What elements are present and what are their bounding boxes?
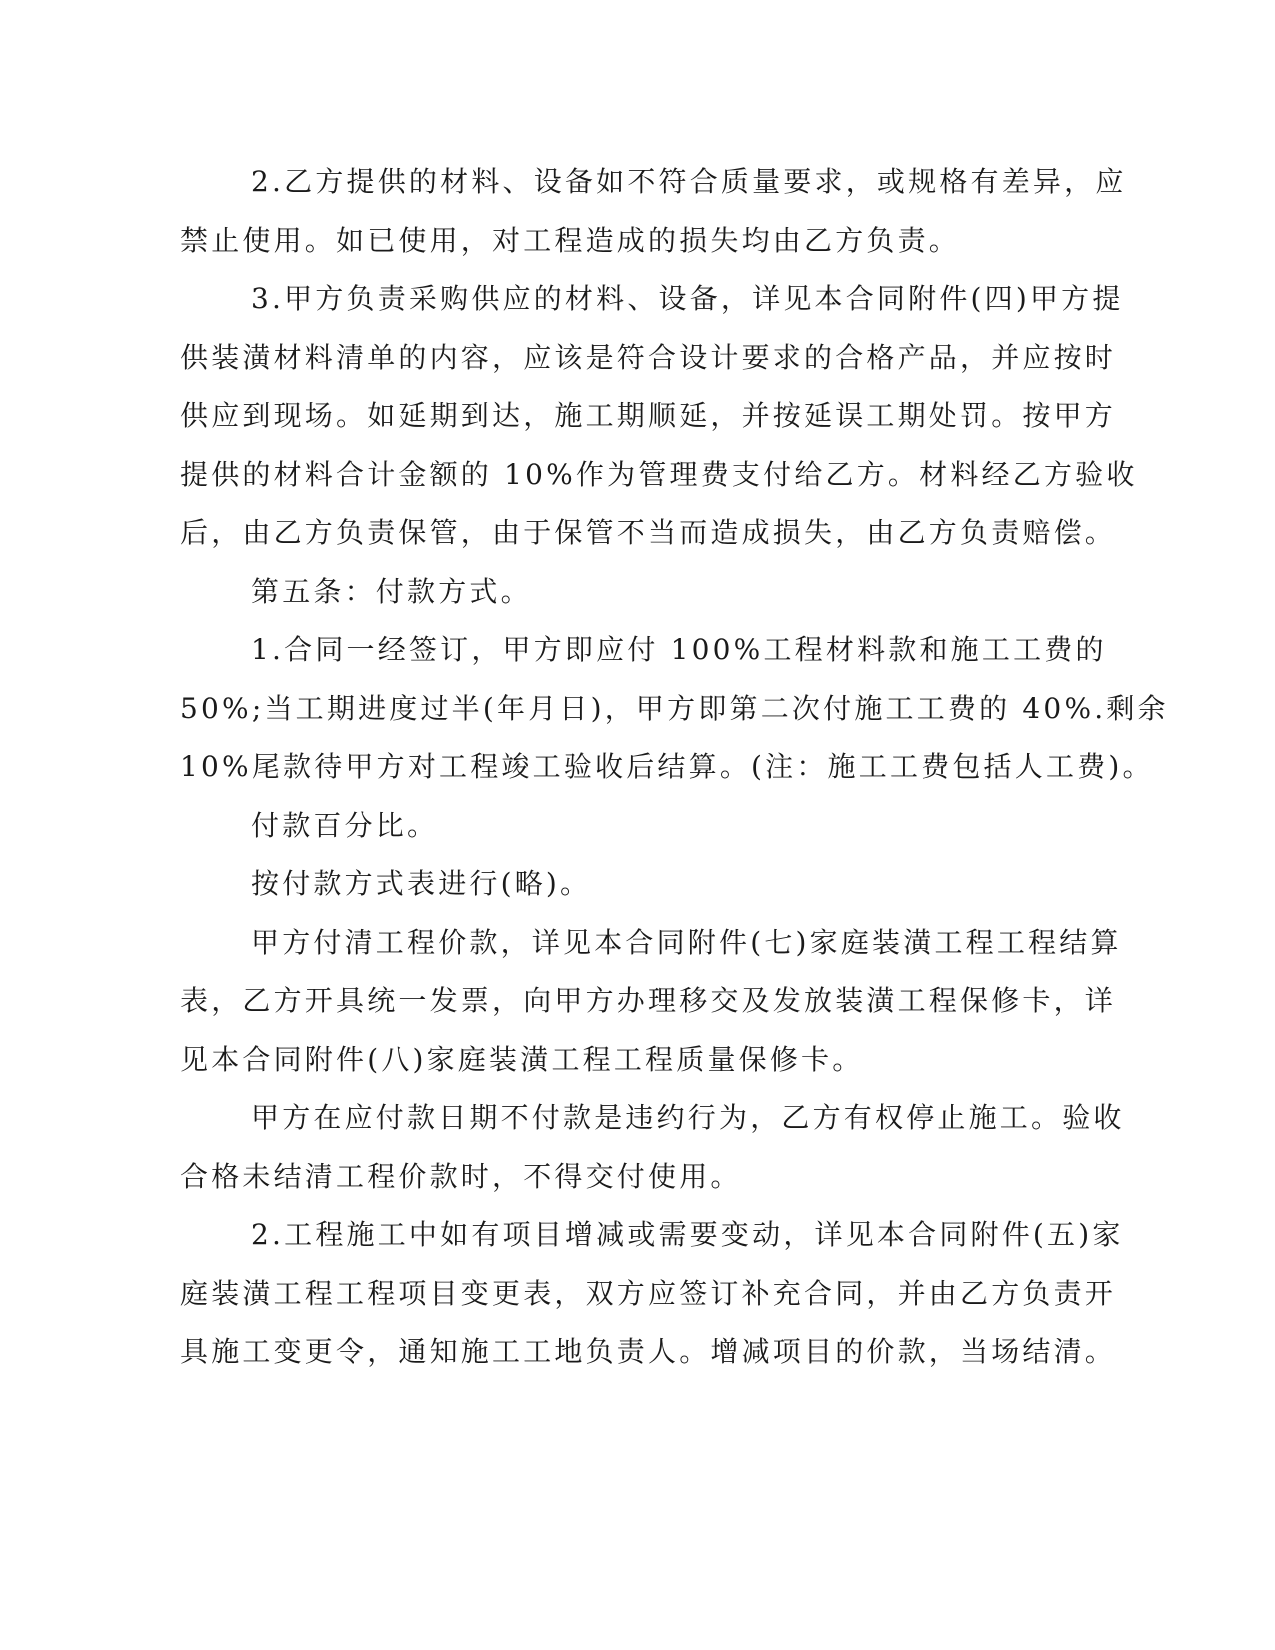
text-line: 禁止使用。如已使用，对工程造成的损失均由乙方负责。 <box>180 223 961 257</box>
text-line: 50%;当工期进度过半(年月日)，甲方即第二次付施工工费的 40%.剩余 <box>180 691 1169 725</box>
text-line: 2.乙方提供的材料、设备如不符合质量要求，或规格有差异，应 <box>251 165 1127 198</box>
text-line: 提供的材料合计金额的 10%作为管理费支付给乙方。材料经乙方验收 <box>180 457 1138 491</box>
text-line: 供装潢材料清单的内容，应该是符合设计要求的合格产品，并应按时 <box>180 340 1117 374</box>
text-line: 合格未结清工程价款时，不得交付使用。 <box>180 1159 742 1193</box>
text-line: 甲方付清工程价款，详见本合同附件(七)家庭装潢工程工程结算 <box>251 925 1122 959</box>
text-line: 甲方在应付款日期不付款是违约行为，乙方有权停止施工。验收 <box>251 1101 1125 1134</box>
text-line: 1.合同一经签订，甲方即应付 100%工程材料款和施工工费的 <box>251 633 1107 666</box>
text-line: 后，由乙方负责保管，由于保管不当而造成损失，由乙方负责赔偿。 <box>180 516 1117 549</box>
text-line: 表，乙方开具统一发票，向甲方办理移交及发放装潢工程保修卡，详 <box>180 984 1117 1017</box>
text-line: 按付款方式表进行(略)。 <box>251 867 592 900</box>
text-line: 庭装潢工程工程项目变更表，双方应签订补充合同，并由乙方负责开 <box>180 1276 1117 1310</box>
text-line: 具施工变更令，通知施工工地负责人。增减项目的价款，当场结清。 <box>180 1335 1117 1368</box>
section-heading: 第五条：付款方式。 <box>251 574 532 608</box>
text-line: 10%尾款待甲方对工程竣工验收后结算。(注：施工工费包括人工费)。 <box>180 750 1154 783</box>
text-line: 2.工程施工中如有项目增减或需要变动，详见本合同附件(五)家 <box>251 1218 1124 1251</box>
text-line: 见本合同附件(八)家庭装潢工程工程质量保修卡。 <box>180 1042 864 1076</box>
text-line: 付款百分比。 <box>251 808 439 842</box>
text-line: 3.甲方负责采购供应的材料、设备，详见本合同附件(四)甲方提 <box>251 282 1124 315</box>
document-page <box>180 158 1169 1387</box>
text-line: 供应到现场。如延期到达，施工期顺延，并按延误工期处罚。按甲方 <box>180 399 1117 432</box>
